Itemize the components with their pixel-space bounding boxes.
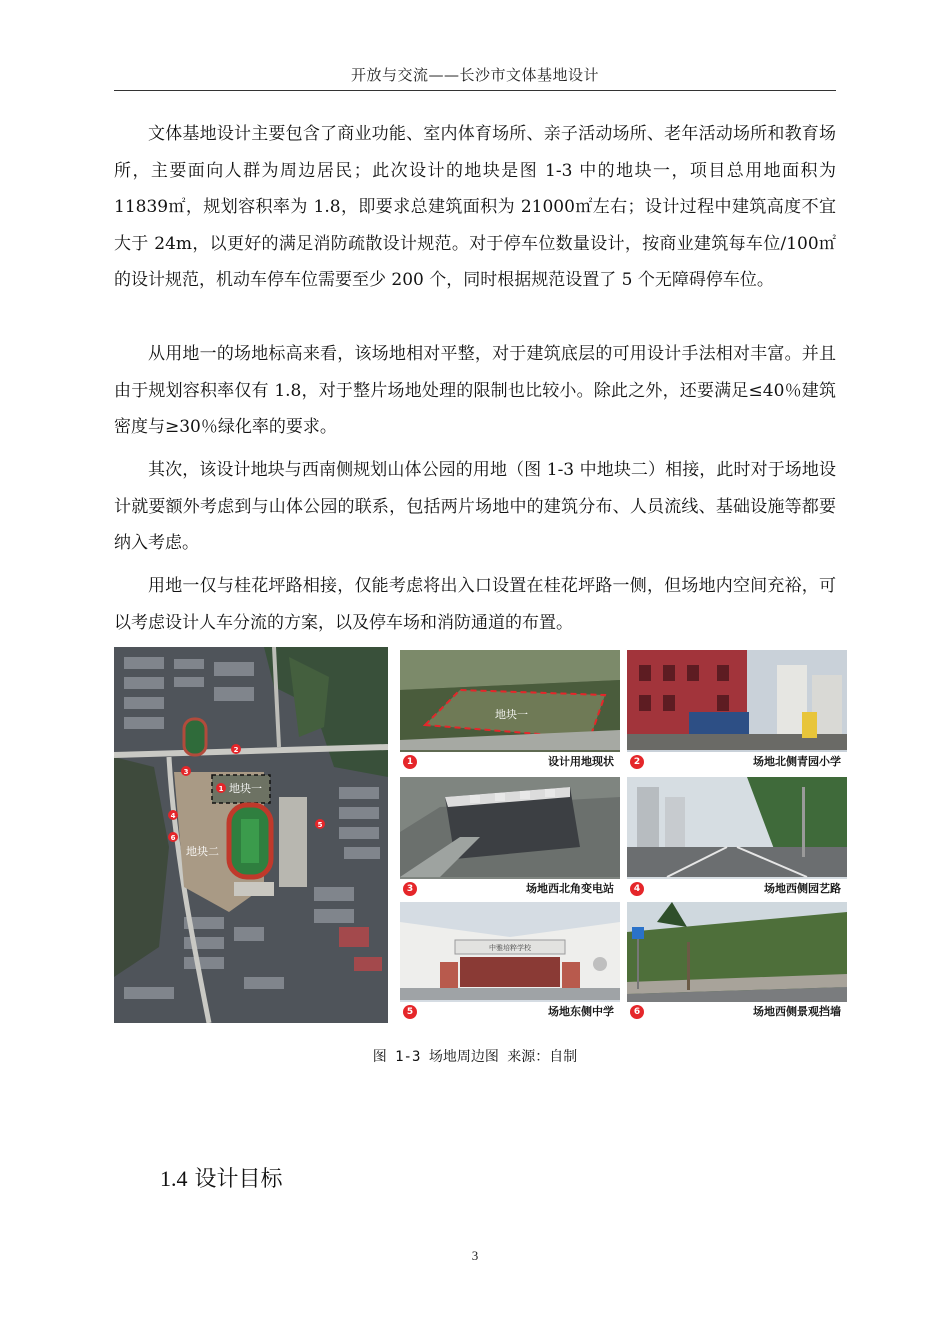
photo-number-badge: 6 (630, 1005, 644, 1019)
paragraph: 其次，该设计地块与西南侧规划山体公园的用地（图 1-3 中地块二）相接，此时对于场地设计就要额外考虑到与山体公园的联系，包括两片场地中的建筑分布、人员流线、基础设施等都要纳入考虑。 (114, 460, 836, 553)
photo1-overlay-label: 地块一 (495, 708, 528, 721)
gate-sign-text: 中雅培粹学校 (489, 944, 531, 952)
photo-east-school (400, 902, 620, 1022)
photo-caption: 场地西北角变电站 (400, 879, 620, 899)
map-marker-3: 3 (183, 768, 189, 776)
photo-number-badge: 4 (630, 882, 644, 896)
map-marker-2: 2 (233, 746, 239, 754)
photo-caption: 场地东侧中学 (400, 1002, 620, 1022)
page-number: 3 (471, 1248, 479, 1263)
map-marker-5: 5 (317, 821, 323, 829)
map-marker-6: 6 (170, 834, 176, 842)
photo-number-badge: 5 (403, 1005, 417, 1019)
paragraph: 文体基地设计主要包含了商业功能、室内体育场所、亲子活动场所、老年活动场所和教育场所，主要面向人群为周边居民；此次设计的地块是图 1-3 中的地块一，项目总用地面积为 11839㎡，规划容积率为 1.8，即要求总建筑面积为 21000㎡左右；设计过程中建筑高度不宜大于 24m，以更好的满足消防疏散设计规范。对于停车位数量设计，按商业建筑每车位/100㎡的设计规范，机动车停车位需要至少 200 个，同时根据规范设置了 5 个无障碍停车位。 (114, 124, 836, 290)
photo-caption: 场地西侧景观挡墙 (627, 1002, 847, 1022)
photo-retaining-wall (627, 902, 847, 1022)
map-label-site1: 地块一 (229, 782, 262, 795)
map-label-site2: 地块二 (186, 845, 219, 858)
photo-west-road (627, 777, 847, 899)
figure-caption: 图 1-3 场地周边图 来源：自制 (372, 1049, 578, 1065)
aerial-map-image (114, 647, 388, 1023)
section-number: 1.4 (160, 1166, 188, 1191)
photo-site-status (400, 650, 620, 772)
paragraph: 从用地一的场地标高来看，该场地相对平整，对于建筑底层的可用设计手法相对丰富。并且由于规划容积率仅有 1.8，对于整片场地处理的限制也比较小。除此之外，还要满足≤40％建筑密度与≥30％绿化率的要求。 (114, 344, 836, 437)
photo-number-badge: 1 (403, 755, 417, 769)
site-figure (114, 647, 848, 1023)
map-marker-1: 1 (218, 785, 224, 793)
section-heading (160, 1162, 283, 1193)
photo-caption: 设计用地现状 (400, 752, 620, 772)
photo-north-school (627, 650, 847, 772)
map-marker-4: 4 (170, 812, 176, 820)
running-header: 开放与交流——长沙市文体基地设计 (350, 66, 599, 84)
photo-substation (400, 777, 620, 899)
photo-number-badge: 2 (630, 755, 644, 769)
section-title: 设计目标 (194, 1167, 283, 1192)
aerial-site-map (114, 647, 388, 1023)
photo-number-badge: 3 (403, 882, 417, 896)
photo-caption: 场地北侧青园小学 (627, 752, 847, 772)
paragraph: 用地一仅与桂花坪路相接，仅能考虑将出入口设置在桂花坪路一侧，但场地内空间充裕，可以考虑设计人车分流的方案，以及停车场和消防通道的布置。 (114, 576, 836, 633)
header-rule (114, 90, 836, 91)
photo-caption: 场地西侧园艺路 (627, 879, 847, 899)
